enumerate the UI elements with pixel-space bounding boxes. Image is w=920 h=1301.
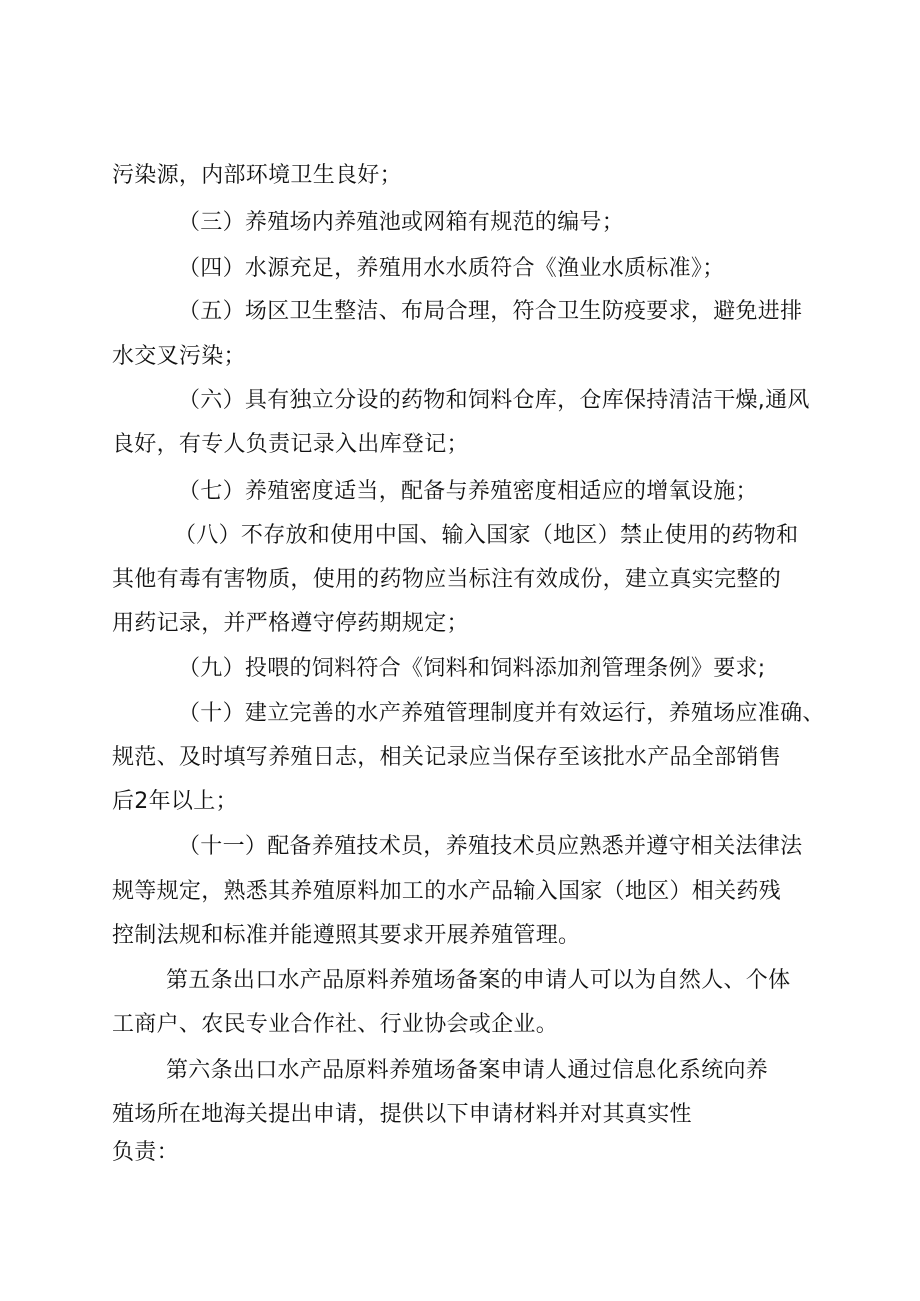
text-line: （十一）配备养殖技术员，养殖技术员应熟悉并遵守相关法律法 xyxy=(178,834,803,859)
text-line: （九）投喂的饲料符合《饲料和饲料添加剂管理条例》要求; xyxy=(178,656,766,681)
text-line: 污染源，内部环境卫生良好； xyxy=(112,163,402,188)
text-line: 控制法规和标准并能遵照其要求开展养殖管理。 xyxy=(112,923,581,948)
text-line: 规等规定，熟悉其养殖原料加工的水产品输入国家（地区）相关药残 xyxy=(112,879,782,904)
text-line: （四）水源充足，养殖用水水质符合《渔业水质标准》； xyxy=(178,256,725,281)
text-line: 规范、及时填写养殖日志，相关记录应当保存至该批水产品全部销售 xyxy=(112,745,782,770)
text-line: 工商户、农民专业合作社、行业协会或企业。 xyxy=(112,1012,559,1037)
text-line: （十）建立完善的水产养殖管理制度并有效运行，养殖场应准确、 xyxy=(178,701,825,726)
text-line: （五）场区卫生整洁、布局合理，符合卫生防疫要求，避免进排 xyxy=(178,299,803,324)
text-line: （七）养殖密度适当，配备与养殖密度相适应的增氧设施； xyxy=(178,479,758,504)
text-line: 第五条出口水产品原料养殖场备案的申请人可以为自然人、个体 xyxy=(166,968,791,993)
text-line: 后2年以上； xyxy=(112,789,238,814)
text-line: 其他有毒有害物质，使用的药物应当标注有效成份，建立真实完整的 xyxy=(112,567,782,592)
text-line: 用药记录，并严格遵守停药期规定； xyxy=(112,611,469,636)
text-line: 第六条出口水产品原料养殖场备案申请人通过信息化系统向养 xyxy=(166,1058,769,1083)
text-line: （八）不存放和使用中国、输入国家（地区）禁止使用的药物和 xyxy=(174,523,799,548)
text-line: （六）具有独立分设的药物和饲料仓库，仓库保持清洁干燥,通风 xyxy=(178,388,810,413)
text-line: 殖场所在地海关提出申请，提供以下申请材料并对其真实性 xyxy=(112,1102,692,1127)
text-line: （三）养殖场内养殖池或网箱有规范的编号； xyxy=(178,210,625,235)
text-line: 良好，有专人负责记录入出库登记； xyxy=(112,432,469,457)
text-line: 水交叉污染； xyxy=(112,344,246,369)
text-line: 负责： xyxy=(112,1140,179,1165)
